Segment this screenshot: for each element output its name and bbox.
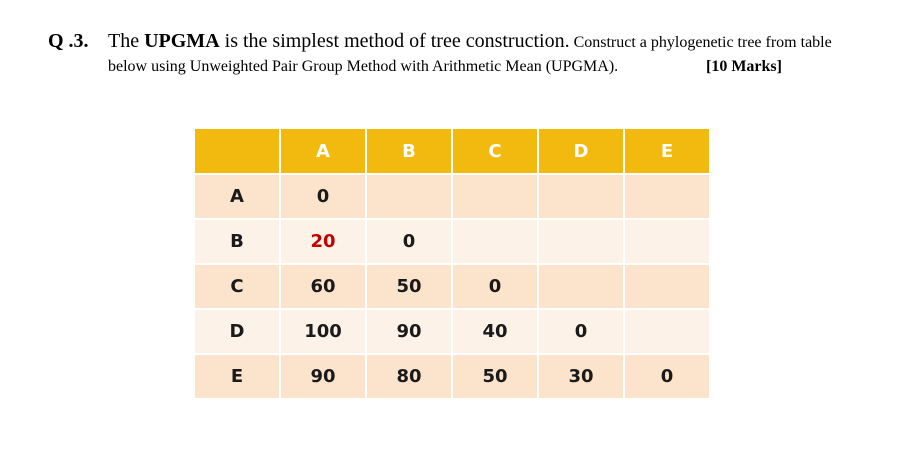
column-header: A [281,129,365,173]
table-row [195,175,709,218]
table-row [195,265,709,308]
table-cell: 0 [539,310,623,353]
row-label: E [195,355,279,398]
table-cell [539,220,623,263]
table-cell: 0 [625,355,709,398]
table-cell [625,175,709,218]
intro-pre: The [108,30,145,52]
question-line-2 [48,56,878,80]
table-row [195,220,709,263]
table-cell [367,175,451,218]
intro-bold-term: UPGMA [144,30,220,52]
column-header: C [453,129,537,173]
table-cell [625,310,709,353]
table-cell: 90 [367,310,451,353]
row-label: B [195,220,279,263]
question-marks: [10 Marks] [706,58,782,75]
table-cell: 0 [367,220,451,263]
row-label: A [195,175,279,218]
question-line-1 [48,30,878,56]
table-row [195,355,709,398]
intro-post: is the simplest method of tree construction. [219,30,570,52]
row-label: C [195,265,279,308]
table-cell: 30 [539,355,623,398]
table-cell: 0 [453,265,537,308]
table-cell-highlighted: 20 [281,220,365,263]
header-row [195,129,709,173]
question-block [48,30,878,80]
question-rest: Construct a phylogenetic tree from table [569,34,832,51]
row-label: D [195,310,279,353]
table-cell [539,175,623,218]
table-cell: 0 [281,175,365,218]
table-cell: 40 [453,310,537,353]
column-header: E [625,129,709,173]
column-header: D [539,129,623,173]
question-line-2-text: below using Unweighted Pair Group Method with Arithmetic Mean (UPGMA). [108,58,619,75]
column-header: B [367,129,451,173]
question-intro [108,30,832,53]
table-cell [625,265,709,308]
table-cell: 50 [367,265,451,308]
table-cell [625,220,709,263]
table-cell: 90 [281,355,365,398]
table-cell: 50 [453,355,537,398]
table-cell: 80 [367,355,451,398]
table-row [195,310,709,353]
corner-cell [195,129,279,173]
table-cell [453,175,537,218]
table-cell [453,220,537,263]
table-cell: 100 [281,310,365,353]
table-cell: 60 [281,265,365,308]
distance-matrix [193,127,711,400]
table-cell [539,265,623,308]
question-number: Q .3. [48,30,89,52]
